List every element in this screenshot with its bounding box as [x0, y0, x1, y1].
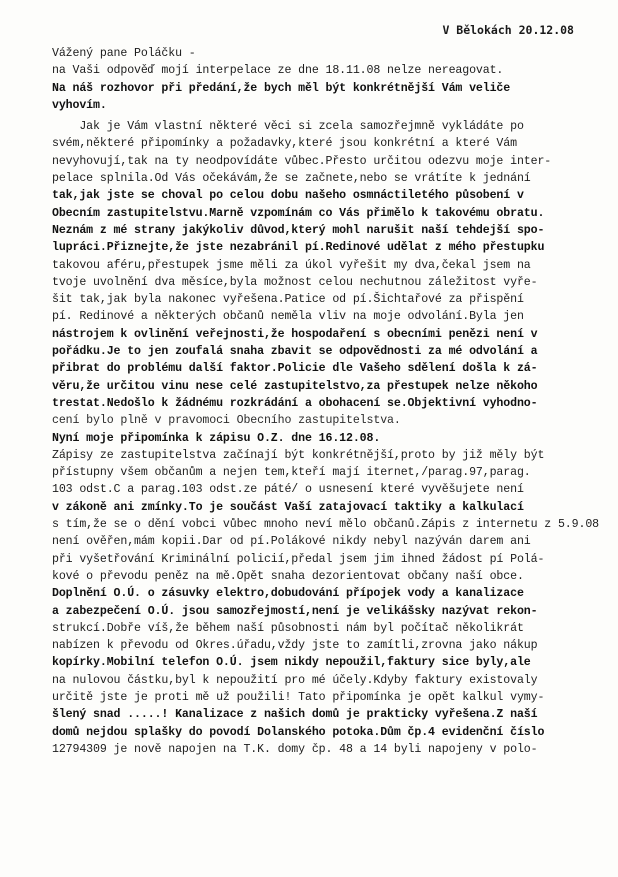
- section-line: při vyšetřování Kriminální policií,předal jsem jim ihned žádost pí Polá-: [52, 552, 545, 566]
- body-line: takovou aféru,přestupek jsme měli za úkol vyřešit my dva,čekal jsem na: [52, 258, 531, 272]
- intro-line: na Vaši odpověď mojí interpelace ze dne 18.11.08 nelze nereagovat.: [52, 64, 504, 78]
- section-line: Zápisy ze zastupitelstva začínají být konkrétnější,proto by již měly být: [52, 448, 545, 462]
- section-line: a zabezpečení O.Ú. jsou samozřejmostí,není je velikášsky nazývat rekon-: [52, 604, 538, 618]
- section-line: určitě jste je proti mě už použili! Tato připomínka je opět kalkul vymy-: [52, 690, 545, 704]
- body-line: trestat.Nedošlo k žádnému rozkrádání a obohacení se.Objektivní vyhodno-: [52, 396, 538, 410]
- section-line: v zákoně ani zmínky.To je součást Vaší zatajovací taktiky a kalkulací: [52, 500, 524, 514]
- section-heading: Nyní moje připomínka k zápisu O.Z. dne 16.12.08.: [52, 431, 381, 445]
- section-line: strukcí.Dobře víš,že během naší působnosti nám byl počítač několikrát: [52, 621, 524, 635]
- section-line: s tím,že se o dění vobci vůbec mnoho neví mělo občanů.Zápis z internetu z 5.9.08: [52, 518, 599, 532]
- section-line: přístupny všem občanům a nejen tem,kteří mají iternet,/parag.97,parag.: [52, 466, 531, 480]
- body-line: Obecním zastupitelstvu.Marně vzpomínám co Vás přimělo k takovému obratu.: [52, 206, 545, 220]
- intro-line: Na náš rozhovor při předání,že bych měl být konkrétnější Vám veliče: [52, 81, 511, 95]
- letter-body: [52, 45, 612, 758]
- body-line: pořádku.Je to jen zoufalá snaha zbavit se odpovědnosti za mé odvolání a: [52, 345, 538, 359]
- body-line: Jak je Vám vlastní některé věci si zcela samozřejmně vykládáte po: [52, 120, 524, 134]
- body-line: věru,že určitou vinu nese celé zastupitelstvo,za přestupek nelze někoho: [52, 379, 538, 393]
- section-line: kopírky.Mobilní telefon O.Ú. jsem nikdy nepoužil,faktury sice byly,ale: [52, 656, 531, 670]
- section-line: kové o převodu peněz na mě.Opět snaha dezorientovat občany naší obce.: [52, 569, 524, 583]
- body-line: pí. Redinové a některých občanů neměla vliv na moje odvolání.Byla jen: [52, 310, 524, 324]
- section-line: domů nejdou splašky do povodí Dolanského potoka.Dům čp.4 evidenční číslo: [52, 725, 545, 739]
- section-line: 12794309 je nově napojen na T.K. domy čp. 48 a 14 byli napojeny v polo-: [52, 742, 538, 756]
- salutation: Vážený pane Poláčku -: [52, 47, 196, 60]
- body-line: přibrat do problému další faktor.Policie dle Vašeho sdělení došla k zá-: [52, 362, 538, 376]
- section-line: není ověřen,mám kopii.Dar od pí.Polákové nikdy nebyl nazýván darem ani: [52, 535, 531, 549]
- body-line: nástrojem k ovlinění veřejnosti,že hospodaření s obecními penězi není v: [52, 327, 538, 341]
- date-line: V Bělokách 20.12.08: [442, 23, 574, 37]
- section-line: šlený snad .....! Kanalizace z našich domů je prakticky vyřešena.Z naší: [52, 708, 538, 722]
- body-line: pelace splnila.Od Vás očekávám,že se začnete,nebo se vrátíte k jednání: [52, 172, 531, 186]
- body-line: tak,jak jste se choval po celou dobu našeho osmnáctiletého působení v: [52, 189, 524, 203]
- section-line: 103 odst.C a parag.103 odst.ze páté/ o usnesení které vyvěšujete není: [52, 483, 524, 497]
- body-line: cení bylo plně v pravomoci Obecního zastupitelstva.: [52, 414, 401, 428]
- body-line: Neznám z mé strany jakýkoliv důvod,který mohl narušit naší tehdejší spo-: [52, 223, 545, 237]
- body-line: lupráci.Přiznejte,že jste nezabránil pí.Redinové udělat z mého přestupku: [52, 241, 545, 255]
- section-line: na nulovou částku,byl k nepoužití pro mé účely.Kdyby faktury existovaly: [52, 673, 538, 687]
- body-line: tvoje uvolnění dva měsíce,byla možnost celou nechutnou záležitost vyře-: [52, 275, 538, 289]
- body-line: šit tak,jak byla nakonec vyřešena.Patice od pí.Šichtařové za přispění: [52, 293, 524, 307]
- section-line: Doplnění O.Ú. o zásuvky elektro,dobudování přípojek vody a kanalizace: [52, 587, 524, 601]
- body-line: nevyhovují,tak na ty neodpovídáte vůbec.Přesto určitou odezvu moje inter-: [52, 154, 552, 168]
- body-line: svém,některé připomínky a požadavky,které jsou konkrétní a které Vám: [52, 137, 517, 151]
- intro-line: vyhovím.: [52, 98, 107, 112]
- section-line: nabízen k převodu od Okres.úřadu,vždy jste to zamítli,zrovna jako nákup: [52, 639, 538, 653]
